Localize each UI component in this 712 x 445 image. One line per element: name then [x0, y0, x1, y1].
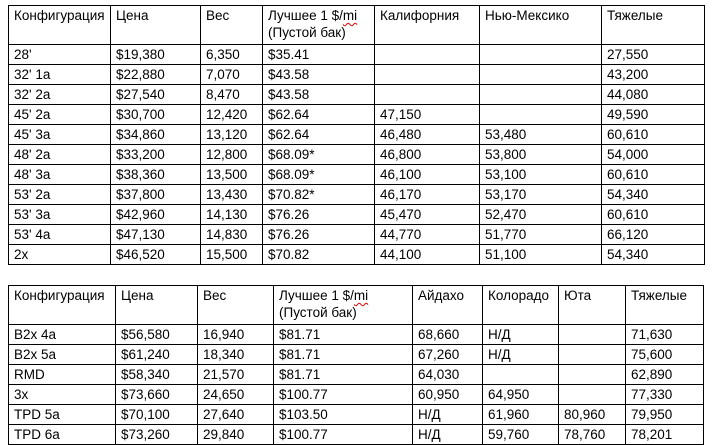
- table-cell: 43,200: [602, 65, 705, 85]
- header-text: Юта: [564, 288, 592, 303]
- header-text: Вес: [206, 8, 230, 23]
- table-cell: 27,550: [602, 45, 705, 65]
- table-cell: 2x: [9, 245, 111, 265]
- table-cell: 44,080: [602, 85, 705, 105]
- table-cell: 62,890: [626, 365, 704, 385]
- header-row: [9, 6, 705, 45]
- table-cell: 12,420: [201, 105, 263, 125]
- table-cell: 51,770: [480, 225, 602, 245]
- table-cell: $61,240: [116, 345, 198, 365]
- table-cell: 68,660: [413, 325, 483, 345]
- table-cell: 53,800: [480, 145, 602, 165]
- table-cell: 75,600: [626, 345, 704, 365]
- table-cell: $81.71: [274, 365, 413, 385]
- table-cell: [375, 45, 480, 65]
- table-cell: 53,480: [480, 125, 602, 145]
- table-cell: 60,610: [602, 165, 705, 185]
- table-row: [9, 65, 705, 85]
- column-header: [9, 286, 116, 325]
- table-cell: $70.82: [263, 245, 375, 265]
- table-cell: $42,960: [111, 205, 201, 225]
- header-text: Лучшее 1 $/: [279, 288, 354, 303]
- table-cell: 66,120: [602, 225, 705, 245]
- table-cell: $38,360: [111, 165, 201, 185]
- misspelled-word: mi: [342, 8, 358, 23]
- header-text: (Пустой бак): [268, 25, 346, 40]
- table-cell: 64,950: [483, 385, 559, 405]
- table-cell: 29,840: [198, 425, 274, 445]
- table-cell: 46,100: [375, 165, 480, 185]
- table-cell: $100.77: [274, 385, 413, 405]
- table-cell: 53' 4a: [9, 225, 111, 245]
- header-text: Цена: [121, 288, 154, 303]
- table-cell: 44,100: [375, 245, 480, 265]
- config-table-top: [8, 5, 705, 265]
- table-cell: 48' 3a: [9, 165, 111, 185]
- table-cell: $100.77: [274, 425, 413, 445]
- table-cell: 53,170: [480, 185, 602, 205]
- column-header: [602, 6, 705, 45]
- table-cell: $47,130: [111, 225, 201, 245]
- table-row: [9, 425, 704, 445]
- table-row: [9, 85, 705, 105]
- column-header: [201, 6, 263, 45]
- table-cell: B2x 4a: [9, 325, 116, 345]
- table-cell: Н/Д: [483, 345, 559, 365]
- table-row: [9, 365, 704, 385]
- table-cell: 71,630: [626, 325, 704, 345]
- table-row: [9, 105, 705, 125]
- column-header: [263, 6, 375, 45]
- table-cell: $27,540: [111, 85, 201, 105]
- misspelled-word: mi: [353, 288, 369, 303]
- table-cell: 64,030: [413, 365, 483, 385]
- table-row: [9, 145, 705, 165]
- table-cell: 46,170: [375, 185, 480, 205]
- header-text: Калифорния: [380, 8, 460, 23]
- table-cell: 45' 2a: [9, 105, 111, 125]
- table-cell: [375, 85, 480, 105]
- table-cell: $43.58: [263, 65, 375, 85]
- header-text: (Пустой бак): [279, 305, 357, 320]
- header-text: Колорадо: [488, 288, 550, 303]
- table-cell: 45' 3a: [9, 125, 111, 145]
- table-cell: $56,580: [116, 325, 198, 345]
- table-cell: $68.09*: [263, 165, 375, 185]
- table-slot-top: [8, 5, 712, 265]
- table-cell: $46,520: [111, 245, 201, 265]
- table-cell: $33,200: [111, 145, 201, 165]
- table-cell: $35.41: [263, 45, 375, 65]
- table-row: [9, 245, 705, 265]
- table-cell: 53,100: [480, 165, 602, 185]
- table-cell: $43.58: [263, 85, 375, 105]
- config-table-bottom: [8, 285, 704, 445]
- header-text: Вес: [203, 288, 227, 303]
- table-cell: $70.82*: [263, 185, 375, 205]
- table-cell: $73,260: [116, 425, 198, 445]
- table-row: [9, 325, 704, 345]
- table-cell: 27,640: [198, 405, 274, 425]
- table-row: [9, 345, 704, 365]
- table-cell: 60,610: [602, 205, 705, 225]
- table-cell: $19,380: [111, 45, 201, 65]
- table-cell: $81.71: [274, 325, 413, 345]
- table-cell: 60,950: [413, 385, 483, 405]
- table-cell: $58,340: [116, 365, 198, 385]
- table-cell: 13,120: [201, 125, 263, 145]
- table-cell: 18,340: [198, 345, 274, 365]
- table-cell: 54,340: [602, 245, 705, 265]
- table-cell: 46,800: [375, 145, 480, 165]
- table-row: [9, 165, 705, 185]
- column-header: [274, 286, 413, 325]
- column-header: [413, 286, 483, 325]
- table-cell: $103.50: [274, 405, 413, 425]
- table-cell: Н/Д: [413, 405, 483, 425]
- table-cell: 6,350: [201, 45, 263, 65]
- table-cell: RMD: [9, 365, 116, 385]
- column-header: [626, 286, 704, 325]
- table-cell: TPD 6a: [9, 425, 116, 445]
- table-cell: $73,660: [116, 385, 198, 405]
- header-text: Цена: [116, 8, 149, 23]
- table-cell: $68.09*: [263, 145, 375, 165]
- table-cell: 16,940: [198, 325, 274, 345]
- column-header: [111, 6, 201, 45]
- header-text: Айдахо: [418, 288, 465, 303]
- table-cell: $30,700: [111, 105, 201, 125]
- table-cell: 15,500: [201, 245, 263, 265]
- table-cell: 24,650: [198, 385, 274, 405]
- table-cell: [483, 365, 559, 385]
- table-cell: 21,570: [198, 365, 274, 385]
- column-header: [375, 6, 480, 45]
- table-cell: 52,470: [480, 205, 602, 225]
- table-cell: [480, 65, 602, 85]
- table-cell: 80,960: [559, 405, 626, 425]
- table-cell: 59,760: [483, 425, 559, 445]
- header-text: Тяжелые: [631, 288, 687, 303]
- table-cell: $70,100: [116, 405, 198, 425]
- table-row: [9, 45, 705, 65]
- header-text: Нью-Мексико: [485, 8, 570, 23]
- table-cell: 14,130: [201, 205, 263, 225]
- table-cell: 13,430: [201, 185, 263, 205]
- table-cell: 60,610: [602, 125, 705, 145]
- table-cell: B2x 5a: [9, 345, 116, 365]
- table-cell: 14,830: [201, 225, 263, 245]
- header-text: Конфигурация: [14, 288, 105, 303]
- table-cell: 28': [9, 45, 111, 65]
- table-cell: 78,760: [559, 425, 626, 445]
- table-cell: Н/Д: [483, 325, 559, 345]
- table-cell: [375, 65, 480, 85]
- table-cell: [480, 85, 602, 105]
- table-row: [9, 125, 705, 145]
- table-cell: [480, 45, 602, 65]
- table-cell: 54,340: [602, 185, 705, 205]
- table-cell: 8,470: [201, 85, 263, 105]
- table-cell: 3x: [9, 385, 116, 405]
- table-cell: $34,860: [111, 125, 201, 145]
- table-cell: 51,100: [480, 245, 602, 265]
- table-cell: [559, 345, 626, 365]
- table-row: [9, 185, 705, 205]
- table-cell: $22,880: [111, 65, 201, 85]
- table-cell: 78,201: [626, 425, 704, 445]
- header-text: Тяжелые: [607, 8, 663, 23]
- table-cell: [559, 385, 626, 405]
- column-header: [9, 6, 111, 45]
- column-header: [116, 286, 198, 325]
- table-cell: 45,470: [375, 205, 480, 225]
- table-row: [9, 205, 705, 225]
- table-row: [9, 385, 704, 405]
- header-row: [9, 286, 704, 325]
- table-cell: 77,330: [626, 385, 704, 405]
- table-slot-bottom: [8, 285, 712, 445]
- table-cell: [559, 325, 626, 345]
- table-cell: $62.64: [263, 125, 375, 145]
- table-cell: 53' 3a: [9, 205, 111, 225]
- table-cell: $81.71: [274, 345, 413, 365]
- table-cell: [559, 365, 626, 385]
- table-cell: $62.64: [263, 105, 375, 125]
- table-cell: 13,500: [201, 165, 263, 185]
- table-cell: $37,800: [111, 185, 201, 205]
- table-cell: 12,800: [201, 145, 263, 165]
- column-header: [198, 286, 274, 325]
- table-cell: $76.26: [263, 225, 375, 245]
- table-cell: Н/Д: [413, 425, 483, 445]
- column-header: [483, 286, 559, 325]
- table-cell: 53' 2a: [9, 185, 111, 205]
- table-cell: 79,950: [626, 405, 704, 425]
- table-cell: TPD 5a: [9, 405, 116, 425]
- table-cell: 47,150: [375, 105, 480, 125]
- table-cell: 32' 2a: [9, 85, 111, 105]
- table-cell: [480, 105, 602, 125]
- table-cell: 32' 1a: [9, 65, 111, 85]
- table-row: [9, 225, 705, 245]
- column-header: [480, 6, 602, 45]
- table-cell: 49,590: [602, 105, 705, 125]
- table-cell: 44,770: [375, 225, 480, 245]
- table-cell: 7,070: [201, 65, 263, 85]
- table-row: [9, 405, 704, 425]
- table-cell: 46,480: [375, 125, 480, 145]
- table-cell: 61,960: [483, 405, 559, 425]
- column-header: [559, 286, 626, 325]
- table-cell: 48' 2a: [9, 145, 111, 165]
- table-cell: 67,260: [413, 345, 483, 365]
- header-text: Конфигурация: [14, 8, 105, 23]
- table-cell: 54,000: [602, 145, 705, 165]
- header-text: Лучшее 1 $/: [268, 8, 343, 23]
- table-cell: $76.26: [263, 205, 375, 225]
